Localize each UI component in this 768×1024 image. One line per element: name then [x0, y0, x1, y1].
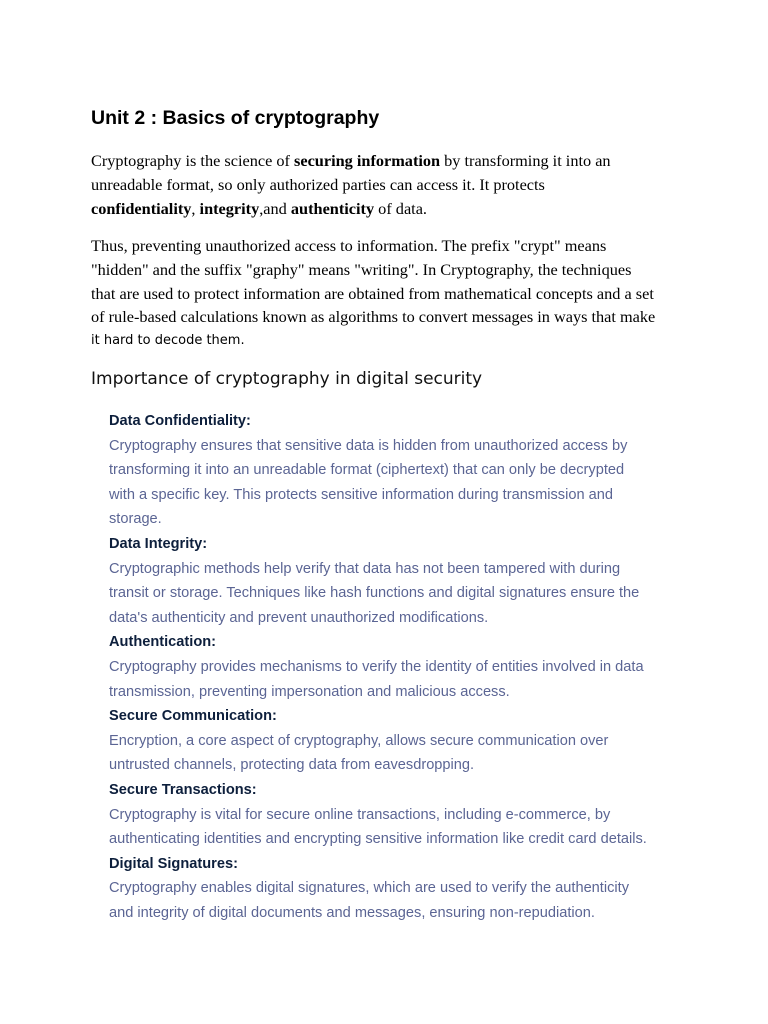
list-item-data-confidentiality — [109, 409, 709, 532]
intro-text: by transforming it into an — [440, 151, 611, 170]
item-description — [109, 434, 709, 532]
intro-line-1 — [91, 149, 691, 173]
intro-text: of data. — [374, 198, 427, 218]
description-line: transit or storage. Techniques like hash functions and digital signatures ensure the — [109, 585, 640, 602]
description-line: Cryptographic methods help verify that data has not been tampered with during — [109, 560, 621, 577]
description-line: transmission, preventing impersonation and malicious access. — [109, 683, 510, 700]
definition-line-last: it hard to decode them. — [91, 333, 245, 349]
description-line: Cryptography is vital for secure online transactions, including e-commerce, by — [109, 806, 611, 823]
definition-line: that are used to protect information are obtained from mathematical concepts and a set — [91, 283, 654, 303]
importance-list — [109, 409, 709, 925]
definition-line: Thus, preventing unauthorized access to information. The prefix "crypt" means — [91, 236, 607, 255]
intro-text: Cryptography is the science of — [91, 151, 295, 170]
section-heading: Importance of cryptography in digital security — [91, 369, 483, 389]
item-title: Data Confidentiality: — [109, 413, 251, 429]
bold-term-confidentiality: confidentiality — [91, 198, 192, 218]
description-line: data's authenticity and prevent unauthorized modifications. — [109, 609, 489, 626]
item-description — [109, 729, 709, 778]
list-item-digital-signatures — [109, 852, 709, 926]
intro-line-2: unreadable format, so only authorized parties can access it. It protects — [91, 174, 545, 194]
description-line: untrusted channels, protecting data from eavesdropping. — [109, 757, 475, 774]
list-item-authentication — [109, 630, 709, 704]
description-line: and integrity of digital documents and messages, ensuring non-repudiation. — [109, 904, 595, 921]
description-line: Cryptography ensures that sensitive data is hidden from unauthorized access by — [109, 437, 628, 454]
description-line: with a specific key. This protects sensitive information during transmission and — [109, 486, 613, 503]
list-item-secure-communication — [109, 704, 709, 778]
item-title: Digital Signatures: — [109, 855, 238, 872]
item-title: Secure Communication: — [109, 708, 277, 725]
bold-term-securing-information: securing information — [294, 151, 441, 170]
intro-paragraph — [91, 149, 691, 220]
intro-text: ,and — [259, 198, 291, 218]
list-item-data-integrity — [109, 532, 709, 630]
list-item-secure-transactions — [109, 778, 709, 852]
unit-title: Unit 2 : Basics of cryptography — [91, 107, 380, 129]
description-line: Cryptography provides mechanisms to verify the identity of entities involved in data — [109, 658, 644, 675]
description-line: transforming it into an unreadable format (ciphertext) that can only be decrypted — [109, 462, 625, 479]
definition-line: of rule-based calculations known as algorithms to convert messages in ways that make — [91, 307, 656, 327]
description-line: Encryption, a core aspect of cryptography, allows secure communication over — [109, 732, 609, 749]
item-title: Secure Transactions: — [109, 781, 257, 798]
item-description — [109, 876, 709, 925]
bold-term-integrity: integrity — [199, 198, 260, 218]
intro-line-3 — [91, 197, 691, 221]
bold-term-authenticity: authenticity — [290, 198, 375, 218]
intro-text: , — [191, 198, 200, 218]
description-line: storage. — [109, 511, 162, 528]
definition-paragraph — [91, 234, 691, 353]
item-description — [109, 655, 709, 704]
item-description — [109, 803, 709, 852]
definition-line: "hidden" and the suffix "graphy" means "writing". In Cryptography, the techniques — [91, 259, 632, 279]
item-title: Authentication: — [109, 634, 217, 651]
description-line: Cryptography enables digital signatures, which are used to verify the authenticity — [109, 880, 629, 897]
description-line: authenticating identities and encrypting sensitive information like credit card details. — [109, 831, 647, 848]
item-description — [109, 557, 709, 631]
item-title: Data Integrity: — [109, 535, 208, 552]
